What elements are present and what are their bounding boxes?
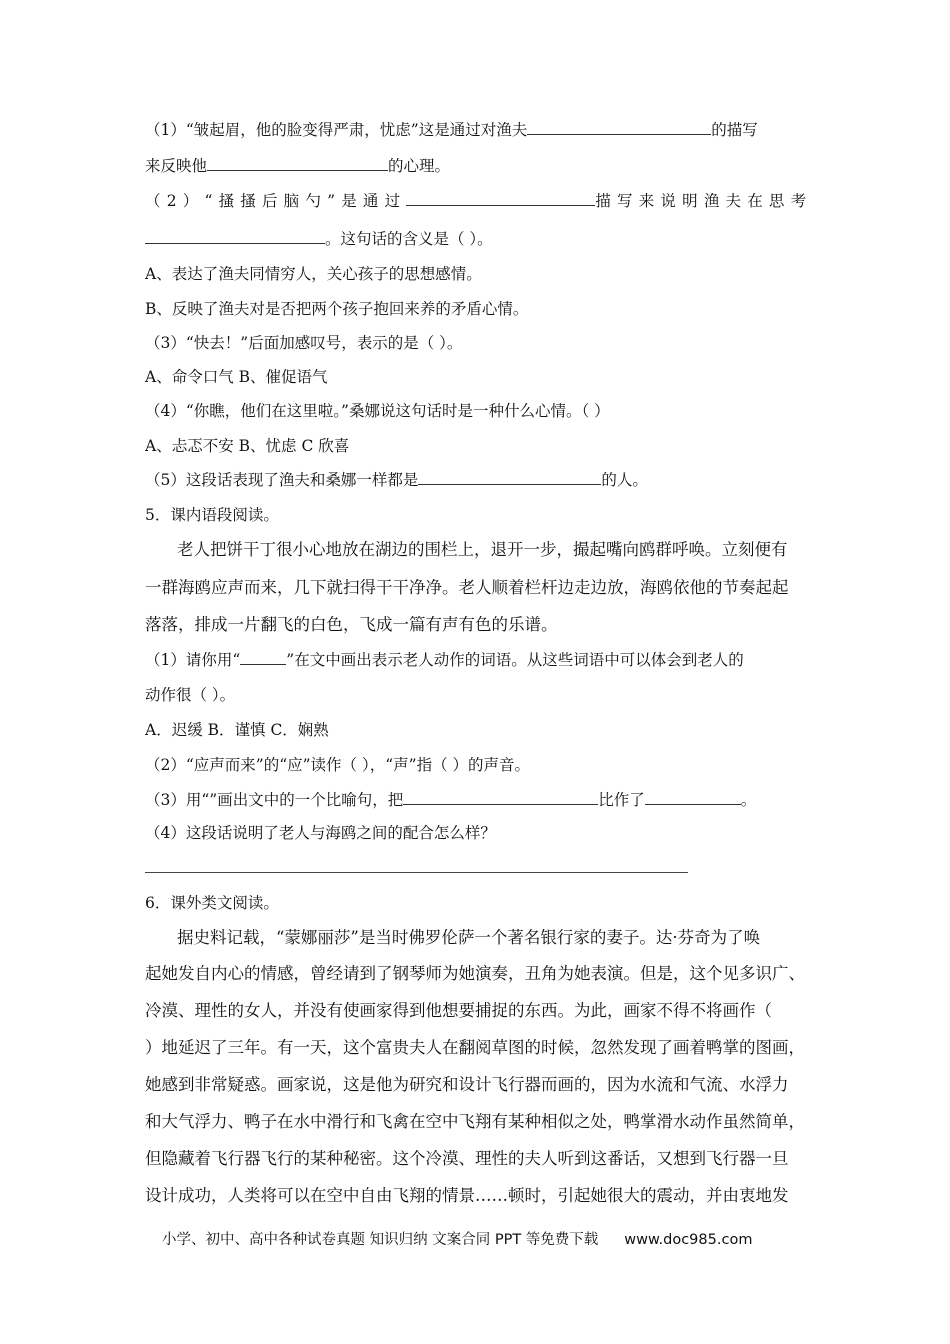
q4-sub3-options: A、命令口气 B、催促语气 (145, 368, 328, 386)
q5-sub1-text-b: ”在文中画出表示老人动作的词语。从这些词语中可以体会到老人的 (286, 651, 744, 669)
q4-sub2-line2 (145, 229, 493, 249)
answer-blank[interactable] (418, 470, 601, 485)
q4-sub2-option-b: B、反映了渔夫对是否把两个孩子抱回来养的矛盾心情。 (145, 300, 529, 318)
q4-sub1-text-c: 来反映他 (145, 157, 208, 175)
q4-sub1-line1 (145, 120, 758, 140)
q5-sub3-text-b: 比作了 (598, 791, 645, 809)
q5-passage-line-3: 落落，排成一片翻飞的白色，飞成一篇有声有色的乐谱。 (145, 615, 558, 634)
q4-sub3-question: （3）“快去！”后面加感叹号，表示的是（ ）。 (145, 334, 463, 352)
q4-sub2-text-b: 描写来说明渔夫在思考 (595, 192, 813, 210)
q4-sub1-text-d: 的心理。 (388, 157, 451, 175)
q4-sub1-text: （1）“皱起眉，他的脸变得严肃，忧虑”这是通过对渔夫 (145, 121, 528, 139)
q6-passage-line-4: ）地延迟了三年。有一天，这个富贵夫人在翻阅草图的时候，忽然发现了画着鸭掌的图画， (145, 1038, 805, 1057)
q5-sub1-text: （1）请你用“ (145, 651, 241, 669)
q5-sub1-options: A．迟缓 B．谨慎 C．娴熟 (145, 721, 329, 739)
answer-blank[interactable] (207, 156, 388, 171)
q4-sub2-line1 (145, 191, 812, 211)
q5-sub4-question: （4）这段话说明了老人与海鸥之间的配合怎么样？ (145, 824, 496, 842)
q4-sub2-text: （2）“搔搔后脑勺”是通过 (145, 192, 407, 210)
answer-line[interactable] (145, 872, 688, 873)
q4-sub4-question: （4）“你瞧，他们在这里啦。”桑娜说这句话时是一种什么心情。（ ） (145, 402, 610, 420)
q5-title: 5．课内语段阅读。 (145, 506, 279, 524)
answer-blank[interactable] (645, 790, 741, 805)
footer-text: 小学、初中、高中各种试卷真题 知识归纳 文案合同 PPT 等免费下载 (162, 1232, 599, 1248)
q5-passage-line-2: 一群海鸥应声而来，几下就扫得干干净净。老人顺着栏杆边走边放，海鸥依他的节奏起起 (145, 578, 789, 597)
underline-sample (240, 650, 286, 665)
q5-sub1-text-c: 动作很（ ）。 (145, 686, 236, 704)
q4-sub1-text-b: 的描写 (711, 121, 758, 139)
q4-sub4-options: A、忐忑不安 B、忧虑 C 欣喜 (145, 437, 350, 455)
q6-passage-line-1: 据史料记载，“蒙娜丽莎”是当时佛罗伦萨一个著名银行家的妻子。达·芬奇为了唤 (177, 928, 761, 947)
q6-passage-line-3: 冷漠、理性的女人，并没有使画家得到他想要捕捉的东西。为此，画家不得不将画作（ (145, 1001, 772, 1020)
footer-link[interactable]: www.doc985.com (624, 1232, 753, 1248)
page-footer (162, 1228, 752, 1249)
q5-sub1-line1 (145, 650, 744, 670)
q6-passage-line-5: 她感到非常疑惑。画家说，这是他为研究和设计飞行器而画的，因为水流和气流、水浮力 (145, 1075, 789, 1094)
q5-sub3-text-c: 。 (740, 791, 757, 809)
answer-blank[interactable] (145, 229, 325, 244)
q6-title: 6．课外类文阅读。 (145, 894, 279, 912)
q5-passage-line-1: 老人把饼干丁很小心地放在湖边的围栏上，退开一步，撮起嘴向鸥群呼唤。立刻便有 (177, 540, 788, 559)
q6-passage-line-6: 和大气浮力、鸭子在水中滑行和飞禽在空中飞翔有某种相似之处，鸭掌滑水动作虽然简单， (145, 1112, 805, 1131)
q4-sub1-line2 (145, 156, 450, 176)
q4-sub2-text-c: 。这句话的含义是（ ）。 (325, 230, 493, 248)
answer-blank[interactable] (403, 790, 598, 805)
q4-sub5-text-b: 的人。 (601, 471, 648, 489)
q4-sub2-option-a: A、表达了渔夫同情穷人，关心孩子的思想感情。 (145, 265, 482, 283)
answer-blank[interactable] (527, 120, 711, 135)
q5-sub3-line (145, 790, 756, 810)
q6-passage-line-8: 设计成功，人类将可以在空中自由飞翔的情景……顿时，引起她很大的震动，并由衷地发 (145, 1186, 789, 1205)
q5-sub2-question: （2）“应声而来”的“应”读作（ ），“声”指（ ）的声音。 (145, 756, 531, 774)
q4-sub5-text: （5）这段话表现了渔夫和桑娜一样都是 (145, 471, 419, 489)
answer-blank[interactable] (406, 191, 595, 206)
q4-sub5-line (145, 470, 648, 490)
q6-passage-line-7: 但隐藏着飞行器飞行的某种秘密。这个冷漠、理性的夫人听到这番话，又想到飞行器一旦 (145, 1149, 789, 1168)
q6-passage-line-2: 起她发自内心的情感，曾经请到了钢琴师为她演奏，丑角为她表演。但是，这个见多识广、 (145, 964, 805, 983)
q5-sub3-text: （3）用“”画出文中的一个比喻句，把 (145, 791, 404, 809)
